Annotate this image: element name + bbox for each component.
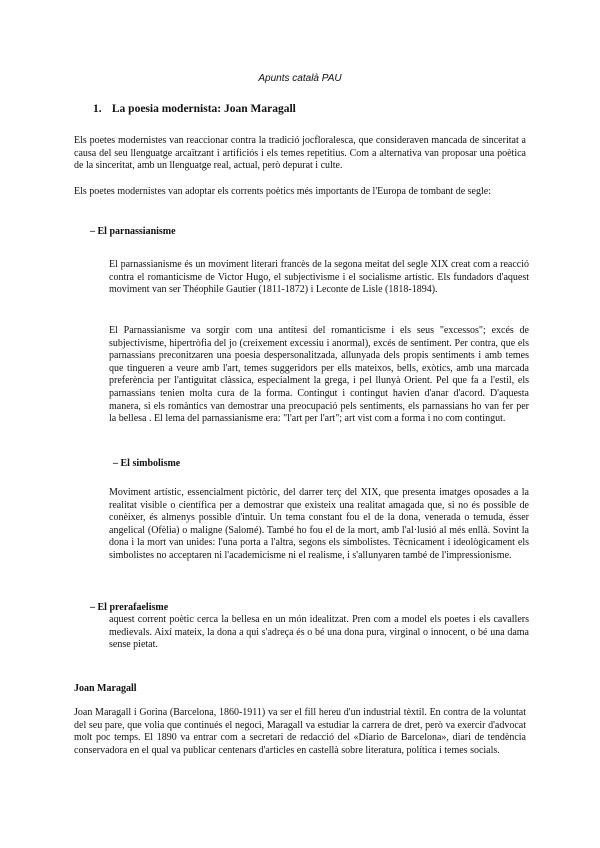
intro-paragraph-1: Els poetes modernistes van reaccionar contra la tradició jocfloralesca, que consideraven mancada de sinceritat a causa del seu llenguatge arcaïtzant i artificiós i els temes repetitius. Com a alternativa van proposar una poètica de la sinceritat, amb un llenguatge real, actual, però depurat i culte. xyxy=(74,135,526,172)
section-title xyxy=(93,103,296,116)
parnassianisme-paragraph-1: El parnassianisme és un moviment literari francès de la segona meitat del segle XIX creat com a reacció contra el romanticisme de Victor Hugo, el subjectivisme i el socialisme artístic. Els fundadors d'aquest moviment van ser Théophile Gautier (1811-1872) i Leconte de Lisle (1818-1894). xyxy=(109,259,529,296)
section-title-text: La poesia modernista: Joan Maragall xyxy=(111,103,296,115)
page-header: Apunts català PAU xyxy=(258,73,342,84)
section-number: 1. xyxy=(93,103,102,115)
maragall-paragraph: Joan Maragall i Gorina (Barcelona, 1860-1911) va ser el fill hereu d'un industrial tèxtil. En contra de la voluntat del seu pare, que volia que continués el negoci, Maragall va estudiar la carrera de dret, però va exercir d'advocat molt poc temps. El 1890 va entrar com a secretari de redacció del «Diario de Barcelona», diari de tendència conservadora en el qual va publicar centenars d'articles en castellà sobre literatura, política i temes socials. xyxy=(74,707,526,756)
simbolisme-paragraph: Moviment artístic, essencialment pictòric, del darrer terç del XIX, que presenta imatges oposades a la realitat visible o científica per a demostrar que existeix una realitat amagada que, si no és possible de conèixer, és almenys possible d'intuir. Un tema constant fou el de la dona, venerada o temuda, ésser angelical (Ofèlia) o maligne (Salomé). També ho fou el de la mort, amb l'al·lusió al més enllà. Sovint la dona i la mort van unides: l'una porta a l'altra, segons els simbolistes. Tècnicament i ideològicament els simbolistes no acceptaren ni l'academicisme ni el realisme, i s'allunyaren també de l'impressionisme. xyxy=(109,487,529,561)
parnassianisme-heading: – El parnassianisme xyxy=(90,226,176,237)
intro-paragraph-2: Els poetes modernistes van adoptar els corrents poètics més importants de l'Europa de tombant de segle: xyxy=(74,186,491,197)
prerafaelisme-heading: – El prerafaelisme xyxy=(90,602,169,613)
simbolisme-heading: – El simbolisme xyxy=(113,458,181,469)
maragall-heading: Joan Maragall xyxy=(74,683,137,694)
prerafaelisme-paragraph: aquest corrent poètic cerca la bellesa en un món idealitzat. Pren com a model els poetes i els cavallers medievals. Així mateix, la dona a qui s'adreça és o bé una dona pura, virginal o innocent, o bé una dama sense pietat. xyxy=(109,614,529,651)
parnassianisme-paragraph-2: El Parnassianisme va sorgir com una antítesi del romanticisme i els seus "excessos"; excés de subjectivisme, hipertròfia del jo (creixement excessiu i anormal), excés de sentiment. Per contra, que els parnassians preconitzaren una poesia despersonalitzada, allunyada dels propis sentiments i amb temes que tingueren a veure amb l'art, temes suggeridors per ells mateixos, bells, exòtics, amb una marcada preferència per l'antiguitat clàssica, especialment la grega, i pel llunyà Orient. Pel que fa a l'estil, els parnassians tenien molta cura de la forma. Contingut i contingut havien d'anar d'acord. D'aquesta manera, si els romàntics van demostrar una preocupació pels sentiments, els parnassians ho van fer per la bellesa . El lema del parnassianisme era: "l'art per l'art"; art vist com a forma i no com contingut. xyxy=(109,325,529,425)
